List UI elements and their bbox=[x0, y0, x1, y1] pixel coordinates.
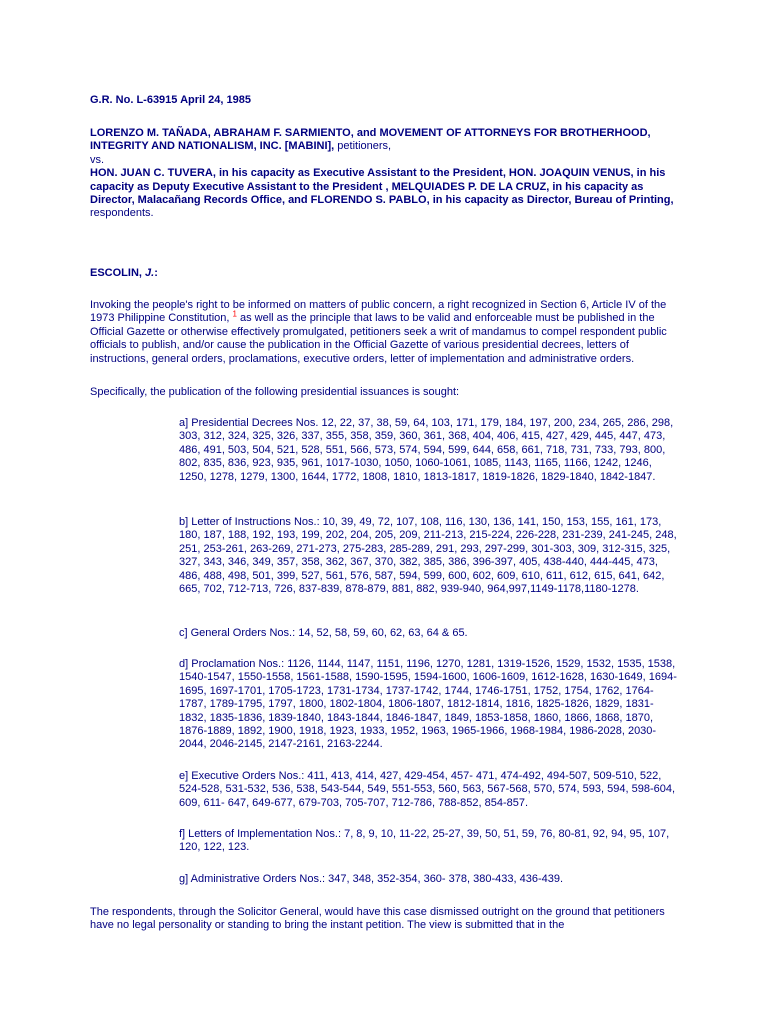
issuance-e: e] Executive Orders Nos.: 411, 413, 414, 427, 429-454, 457- 471, 474-492, 494-507, 509-510, 522, 524-528, 531-532, 536, 538, 543-544, 549, 551-553, 560, 563, 567-568, 570, 574, 593, 594, 598-604, 609, 611- 647, 649-677, 679-703, 705-707, 712-786, 788-852, 854-857. bbox=[179, 770, 676, 809]
ponente-name: ESCOLIN, bbox=[90, 267, 146, 279]
versus: vs. bbox=[90, 153, 105, 166]
intro-paragraph bbox=[90, 299, 690, 366]
respondents-names: HON. JUAN C. TUVERA, in his capacity as Executive Assistant to the President, HON. JOAQUIN VENUS, in his capacity as Deputy Executive Assistant to the President , MELQUIADES P. DE LA CRUZ, in his capacity as Director, Malacañang Records Office, and FLORENDO S. PABLO, in his capacity as Director, Bureau of Printing, bbox=[90, 167, 674, 207]
respondents-label: respondents. bbox=[90, 207, 154, 220]
issuance-f: f] Letters of Implementation Nos.: 7, 8, 9, 10, 11-22, 25-27, 39, 50, 51, 59, 76, 80-81, 92, 94, 95, 107, 120, 122, 123. bbox=[179, 828, 670, 854]
caption-block bbox=[90, 127, 690, 221]
petitioners-names: LORENZO M. TAÑADA, ABRAHAM F. SARMIENTO, and MOVEMENT OF ATTORNEYS FOR BROTHERHOOD, INTEGRITY AND NATIONALISM, INC. [MABINI], bbox=[90, 127, 651, 153]
issuance-d: d] Proclamation Nos.: 1126, 1144, 1147, 1151, 1196, 1270, 1281, 1319-1526, 1529, 1532, 1535, 1538, 1540-1547, 1550-1558, 1561-1588, 1590-1595, 1594-1600, 1606-1609, 1612-1628, 1630-1649, 1694-1695, 1697-1701, 1705-1723, 1731-1734, 1737-1742, 1744, 1746-1751, 1752, 1754, 1762, 1764-1787, 1789-1795, 1797, 1800, 1802-1804, 1806-1807, 1812-1814, 1816, 1825-1826, 1829, 1831-1832, 1835-1836, 1839-1840, 1843-1844, 1846-1847, 1849, 1853-1858, 1860, 1866, 1868, 1870, 1876-1889, 1892, 1900, 1918, 1923, 1933, 1952, 1963, 1965-1966, 1968-1984, 1986-2028, 2030-2044, 2046-2145, 2147-2161, 2163-2244. bbox=[179, 658, 677, 751]
petitioners-label: petitioners, bbox=[334, 140, 392, 153]
footnote-link[interactable]: 1 bbox=[232, 309, 237, 319]
intro-text-2: as well as the principle that laws to be valid and enforceable must be published in the Official Gazette or otherwise effectively promulgated, petitioners seek a writ of mandamus to compel respondent public officials to publish, and/or cause the publication in the Official Gazette of various presidential decrees, letters of instructions, general orders, proclamations, executive orders, letter of implementation and administrative orders. bbox=[90, 312, 667, 365]
issuance-g: g] Administrative Orders Nos.: 347, 348, 352-354, 360- 378, 380-433, 436-439. bbox=[179, 873, 564, 885]
ponente-title: J. bbox=[145, 267, 155, 279]
issuance-c: c] General Orders Nos.: 14, 52, 58, 59, 60, 62, 63, 64 & 65. bbox=[179, 627, 468, 639]
closing-paragraph: The respondents, through the Solicitor General, would have this case dismissed outright on the ground that petitioners have no legal personality or standing to bring the instant petition. The view is submitted that in the bbox=[90, 906, 665, 932]
intro-text-1: Invoking the people's right to be informed on matters of public concern, a right recognized in Section 6, Article IV of the 1973 Philippine Constitution, bbox=[90, 299, 667, 325]
ponente-suffix: : bbox=[154, 267, 158, 279]
issuance-b: b] Letter of Instructions Nos.: 10, 39, 49, 72, 107, 108, 116, 130, 136, 141, 150, 153, 155, 161, 173, 180, 187, 188, 192, 193, 199, 202, 204, 205, 209, 211-213, 215-224, 226-228, 231-239, 241-245, 248, 251, 253-261, 263-269, 271-273, 275-283, 285-289, 291, 293, 297-299, 301-303, 309, 312-315, 325, 327, 343, 346, 349, 357, 358, 362, 367, 370, 382, 385, 386, 396-397, 405, 438-440, 444-445, 473, 486, 488, 498, 501, 399, 527, 561, 576, 587, 594, 599, 600, 602, 609, 610, 611, 612, 615, 641, 642, 665, 702, 712-713, 726, 837-839, 878-879, 881, 882, 939-940, 964,997,1149-1178,1180-1278. bbox=[179, 516, 677, 596]
ponente bbox=[90, 267, 690, 280]
case-number: G.R. No. L-63915 April 24, 1985 bbox=[90, 94, 251, 106]
issuance-a: a] Presidential Decrees Nos. 12, 22, 37, 38, 59, 64, 103, 171, 179, 184, 197, 200, 234, 265, 286, 298, 303, 312, 324, 325, 326, 337, 355, 358, 359, 360, 361, 368, 404, 406, 415, 427, 429, 445, 447, 473, 486, 491, 503, 504, 521, 528, 551, 566, 573, 574, 594, 599, 644, 658, 661, 718, 731, 733, 793, 800, 802, 835, 836, 923, 935, 961, 1017-1030, 1050, 1060-1061, 1085, 1143, 1165, 1166, 1242, 1246, 1250, 1278, 1279, 1300, 1644, 1772, 1808, 1810, 1813-1817, 1819-1826, 1829-1840, 1842-1847. bbox=[179, 417, 674, 483]
specifically-paragraph: Specifically, the publication of the following presidential issuances is sought: bbox=[90, 386, 460, 398]
